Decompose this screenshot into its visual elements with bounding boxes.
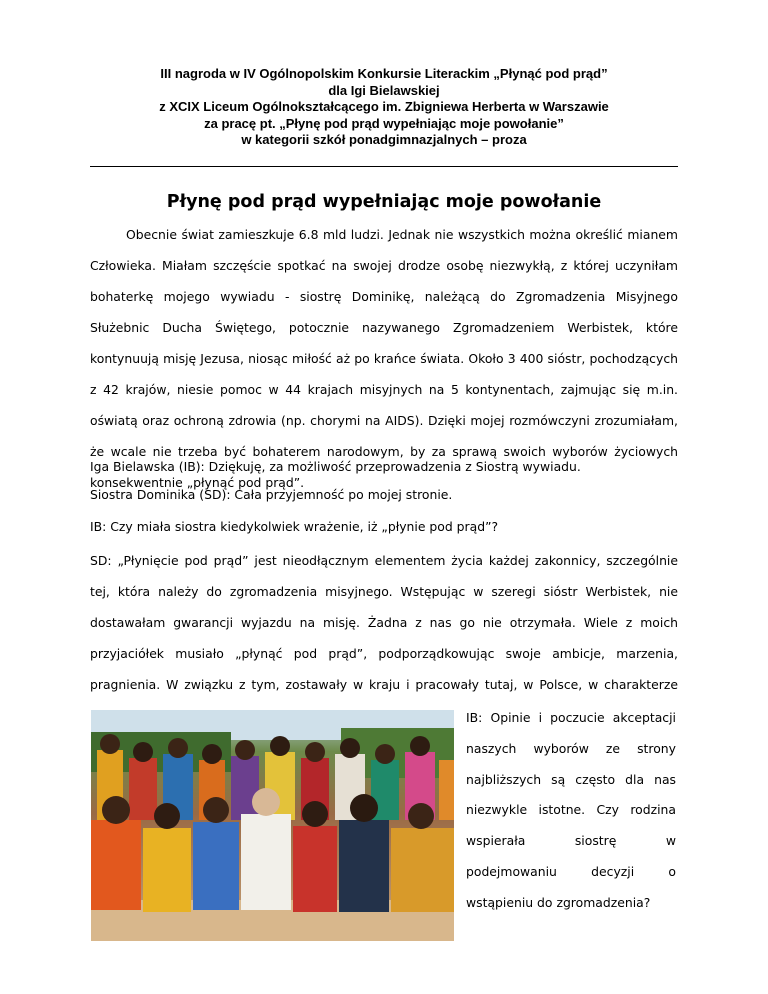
dialogue-ib-2: IB: Czy miała siostra kiedykolwiek wrażenie, iż „płynie pod prąd”?	[90, 519, 499, 534]
header-line-1: III nagroda w IV Ogólnopolskim Konkursie Literackim „Płynąć pod prąd”	[160, 66, 608, 81]
page-title: Płynę pod prąd wypełniając moje powołanie	[166, 192, 602, 212]
header-line-3: z XCIX Liceum Ogólnokształcącego im. Zbigniewa Herberta w Warszawie	[159, 99, 609, 114]
award-header	[90, 66, 678, 149]
dialogue-ib-3: IB: Opinie i poczucie akceptacji naszych wyborów ze strony najbliższych są często dla nas niezwykle istotne. Czy rodzina wspierała siostrę w podejmowaniu decyzji o wstąpieniu do zgromadzenia?	[466, 710, 676, 910]
dialogue-ib-1: Iga Bielawska (IB): Dziękuję, za możliwość przeprowadzenia z Siostrą wywiadu.	[90, 459, 581, 474]
mission-group-photo	[91, 710, 454, 941]
header-line-2: dla Igi Bielawskiej	[328, 82, 440, 98]
dialogue-sd-1: Siostra Dominika (SD): Cała przyjemność po mojej stronie.	[90, 487, 453, 502]
group-photo-illustration	[91, 710, 454, 941]
header-line-5: w kategorii szkół ponadgimnazjalnych – proza	[241, 132, 527, 147]
header-line-4: za pracę pt. „Płynę pod prąd wypełniając moje powołanie”	[204, 115, 564, 131]
dialogue-sd-2: SD: „Płynięcie pod prąd” jest nieodłącznym elementem życia każdej zakonnicy, szczególnie tej, która należy do zgromadzenia misyjnego. Wstępując w szeregi sióstr Werbistek, nie dostawałam gwarancji wyjazdu na misję. Żadna z nas go nie otrzymała. Wiele z moich przyjaciółek musiało „płynąć pod prąd”, podporządkowując swoje ambicje, marzenia, pragnienia. W związku z tym, zostawały w kraju i pracowały tutaj, w Polsce, w charakterze	[90, 553, 678, 692]
intro-paragraph: Obecnie świat zamieszkuje 6.8 mld ludzi. Jednak nie wszystkich można określić mianem Człowieka. Miałam szczęście spotkać na swojej drodze osobę niezwykłą, z której uczyniłam bohaterkę mojego wywiadu - siostrę Dominikę, należącą do Zgromadzenia Misyjnego Służebnic Ducha Świętego, potocznie nazywanego Zgromadzeniem Werbistek, które kontynuują misję Jezusa, niosąc miłość aż po krańce świata. Około 3 400 sióstr, pochodzących z 42 krajów, niesie pomoc w 44 krajach misyjnych na 5 kontynentach, zajmując się m.in. oświatą oraz ochroną zdrowia (np. chorymi na AIDS). Dzięki mojej rozmówczyni zrozumiałam, że wcale nie trzeba być bohaterem narodowym, by za sprawą swoich wyborów życiowych konsekwentnie „płynąć pod prąd”.	[90, 227, 678, 490]
header-divider	[90, 166, 678, 167]
